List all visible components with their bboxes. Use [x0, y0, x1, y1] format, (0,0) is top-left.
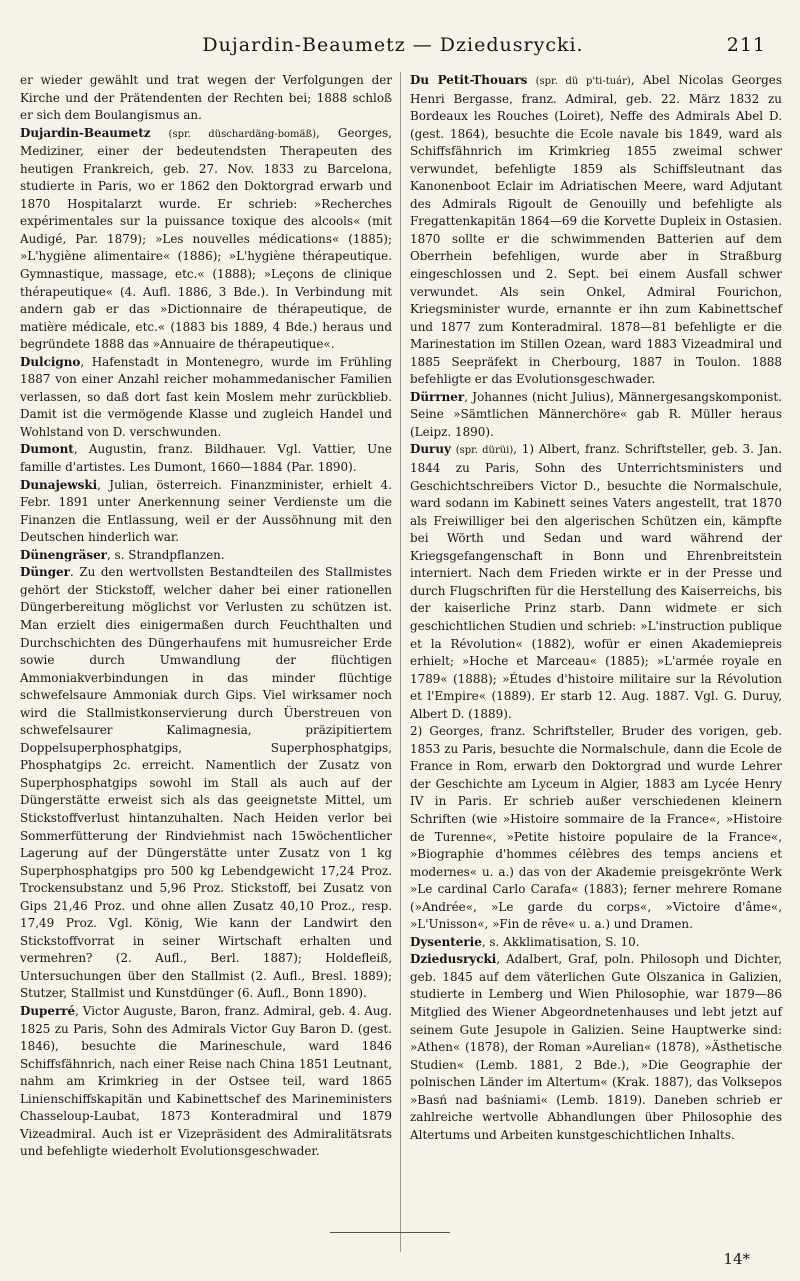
dictionary-entry	[20, 125, 392, 354]
entry-headword: Dunajewski	[20, 477, 98, 492]
dictionary-entry	[20, 441, 392, 476]
dictionary-entry	[410, 951, 782, 1144]
entry-headword: Dujardin-Beaumetz	[20, 125, 151, 140]
entry-headword: Dumont	[20, 442, 74, 457]
entry-pronunciation: (spr. dü p'ti-tuár)	[535, 76, 631, 87]
dictionary-entry	[410, 441, 782, 723]
dictionary-entry	[20, 354, 392, 442]
entry-text: , Victor Auguste, Baron, franz. Admiral, geb. 4. Aug. 1825 zu Paris, Sohn des Admirals Victor Guy Baron D. (gest. 1846), besuchte die Marineschule, ward 1846 Schiffsfähnrich, nach einer Reise nach China 1851 Leutnant, nahm am Krimkrieg in der Ostsee teil, ward 1865 Linienschiffskapitän und Kabinettschef des Marineministers Chasseloup-Laubat, 1873 Konteradmiral und 1879 Vizeadmiral. Auch ist er Vizepräsident des Admiralitätsrats und befehligte wiederholt Evolutionsgeschwader.	[20, 1003, 392, 1159]
entry-headword: Dünger	[20, 565, 70, 580]
entry-text: . Zu den wertvollsten Bestandteilen des Stallmistes gehört der Stickstoff, welcher daher bei einer rationellen Düngerbereitung möglichst vor Verlusten zu schützen ist. Man erzielt dies einigermaßen durch Feuchthalten und Durchschichten des Düngerhaufens mit humusreicher Erde sowie durch Umwandlung der flüchtigen Ammoniakverbindungen in das minder flüchtige schwefelsaure Ammoniak durch Gips. Viel wirksamer noch wird die Stallmistkonservierung durch Überstreuen von schwefelsaurer Kalimagnesia, präzipitiertem Doppelsuperphosphatgips, Superphosphatgips, Phosphatgips 2c. erreicht. Namentlich der Zusatz von Superphosphatgips sowohl im Stall als auch auf der Düngerstätte erweist sich als das geeignetste Mittel, um Stickstoffverlust hintanzuhalten. Nach Heiden verlor bei Sommerfütterung der Rindviehmist nach 15wöchentlicher Lagerung auf der Düngerstätte unter Zusatz von 1 kg Superphosphatgips pro 500 kg Lebendgewicht 17,24 Proz. Trockensubstanz und 5,96 Proz. Stickstoff, bei Zusatz von Gips 21,46 Proz. und ohne allen Zusatz 40,10 Proz., resp. 17,49 Proz. Vgl. König, Wie kann der Landwirt den Stickstoffvorrat in seiner Wirtschaft erhalten und vermehren? (2. Aufl., Berl. 1887); Holdefleiß, Untersuchungen über den Stallmist (2. Aufl., Bresl. 1889); Stutzer, Stallmist und Kunstdünger (6. Aufl., Bonn 1890).	[20, 565, 392, 1001]
entry-text: er wieder gewählt und trat wegen der Verfolgungen der Kirche und der Prätendenten der Rechten bei; 1888 schloß er sich dem Boulangismus an.	[20, 73, 392, 123]
dictionary-entry	[20, 477, 392, 547]
right-column	[410, 72, 782, 1144]
entry-headword: Duruy	[410, 442, 451, 457]
dictionary-entry	[20, 72, 392, 125]
entry-text: , 1) Albert, franz. Schriftsteller, geb. 3. Jan. 1844 zu Paris, Sohn des Unterrichtsministers und Geschichtschreibers Victor D., besuchte die Normalschule, ward sodann im Kabinett seines Vaters angestellt, trat 1870 als Freiwilliger bei den algerischen Schützen ein, kämpfte bei Wörth und Sedan und ward während der Kriegsgefangenschaft in Bonn und Ehrenbreitstein interniert. Nach dem Frieden wirkte er in der Presse und durch Flugschriften für die Herstellung des Kaiserreichs, bis der kaiserliche Prinz starb. Dann widmete er sich geschichtlichen Studien und schrieb: »L'instruction publique et la Révolution« (1882), wofür er einen Akademiepreis erhielt; »Hoche et Marceau« (1885); »L'armée royale en 1789« (1888); »Études d'histoire militaire sur la Révolution et l'Empire« (1889). Er starb 12. Aug. 1887. Vgl. G. Duruy, Albert D. (1889).	[410, 442, 783, 721]
dictionary-entry	[410, 723, 782, 934]
footer-rule	[330, 1232, 450, 1233]
running-title: Dujardin-Beaumetz — Dziedusrycki.	[202, 34, 584, 56]
entry-text: , Johannes (nicht Julius), Männergesangskomponist. Seine »Sämtlichen Männerchöre« gab R. Müller heraus (Leipz. 1890).	[410, 389, 782, 439]
running-header	[20, 34, 766, 64]
entry-text: , Julian, österreich. Finanzminister, erhielt 4. Febr. 1891 unter Anerkennung seiner Verdienste um die Finanzen die Entlassung, weil er der Aussöhnung mit den Deutschen hinderlich war.	[20, 477, 392, 545]
entry-headword: Dulcigno	[20, 354, 81, 369]
page-number: 211	[726, 34, 766, 56]
dictionary-entry	[20, 564, 392, 1003]
entry-text: , s. Akklimatisation, S. 10.	[481, 934, 640, 949]
entry-headword: Dysenterie	[410, 934, 482, 949]
entry-text: , s. Strandpflanzen.	[106, 547, 225, 562]
entry-text: , Hafenstadt in Montenegro, wurde im Frühling 1887 von einer Anzahl reicher mohammedanischer Familien verlassen, so daß dort fast kein Moslem mehr zurückblieb. Damit ist die vermögende Klasse und zugleich Handel und Wohlstand von D. verschwunden.	[20, 354, 392, 439]
column-divider	[400, 72, 401, 1252]
dictionary-entry	[410, 934, 782, 952]
left-column	[20, 72, 392, 1161]
entry-headword: Dünengräser	[20, 547, 107, 562]
entry-headword: Dziedusrycki	[410, 952, 497, 967]
entry-text: , Georges, Mediziner, einer der bedeutendsten Therapeuten des heutigen Frankreich, geb. 27. Nov. 1833 zu Barcelona, studierte in Paris, wo er 1862 den Doktorgrad erwarb und 1870 Hospitalarzt wurde. Er schrieb: »Recherches expérimentales sur la puissance toxique des alcools« (mit Audigé, Par. 1879); »Les nouvelles médications« (1885); »L'hygiène alimentaire« (1886); »L'hygiène thérapeutique. Gymnastique, massage, etc.« (1888); »Leçons de clinique thérapeutique« (4. Aufl. 1886, 3 Bde.). In Verbindung mit andern gab er das »Dictionnaire de thérapeutique, de matière médicale, etc.« (1883 bis 1889, 4 Bde.) heraus und begründete 1888 das »Annuaire de thérapeutique«.	[20, 125, 392, 352]
dictionary-entry	[20, 1003, 392, 1161]
entry-pronunciation: (spr. düschardäng-bomäß)	[168, 128, 317, 140]
entry-text: , Augustin, franz. Bildhauer. Vgl. Vattier, Une famille d'artistes. Les Dumont, 1660—1884 (Par. 1890).	[20, 442, 392, 475]
entry-headword: Du Petit-Thouars	[410, 73, 528, 87]
entry-text: , Abel Nicolas Georges Henri Bergasse, franz. Admiral, geb. 22. März 1832 zu Bordeaux les Rouches (Loiret), Neffe des Admirals Abel D. (gest. 1864), besuchte die Ecole navale bis 1849, ward als Schiffsfähnrich im Krimkrieg 1855 zweimal schwer verwundet, befehligte 1859 als Schiffsleutnant das Kanonenboot Eclair im Adriatischen Meere, ward Adjutant des Admirals Rigoult de Genouilly und befehligte als Fregattenkapitän 1864—69 die Korvette Dupleix in Ostasien. 1870 sollte er die schwimmenden Batterien auf dem Oberrhein befehligen, wurde aber in Straßburg eingeschlossen und 2. Sept. bei einem Ausfall schwer verwundet. Als sein Onkel, Admiral Fourichon, Kriegsminister wurde, ernannte er ihn zum Kabinettschef und 1877 zum Konteradmiral. 1878—81 befehligte er die Marinestation im Stillen Ozean, ward 1883 Vizeadmiral und 1885 Seepräfekt in Cherbourg, 1887 in Toulon. 1888 befehligte er das Evolutionsgeschwader.	[410, 73, 782, 387]
entry-pronunciation: (spr. dürüi)	[455, 445, 514, 457]
dictionary-entry	[410, 389, 782, 442]
dictionary-entry	[20, 547, 392, 565]
entry-text: 2) Georges, franz. Schriftsteller, Bruder des vorigen, geb. 1853 zu Paris, besuchte die Normalschule, dann die Ecole de France in Rom, erwarb den Doktorgrad und wurde Lehrer der Geschichte am Lyceum in Algier, 1883 am Lycée Henry IV in Paris. Er schrieb außer verschiedenen kleinern Schriften (wie »Histoire sommaire de la France«, »Histoire de Turenne«, »Petite histoire populaire de la France«, »Biographie d'hommes célèbres des temps anciens et modernes« u. a.) das von der Akademie preisgekrönte Werk »Le cardinal Carlo Carafa« (1883); ferner mehrere Romane (»Andrée«, »Le garde du corps«, »Victoire d'âme«, »L'Unisson«, »Fin de rêve« u. a.) und Dramen.	[410, 724, 782, 932]
entry-headword: Dürrner	[410, 389, 465, 404]
entry-text: , Adalbert, Graf, poln. Philosoph und Dichter, geb. 1845 auf dem väterlichen Gute Olszanica in Galizien, studierte in Lemberg und Wien Philosophie, war 1879—86 Mitglied des Wiener Abgeordnetenhauses und lebt jetzt auf seinem Gute Jesupole in Galizien. Seine Hauptwerke sind: »Athen« (1878), der Roman »Aurelian« (1878), »Ästhetische Studien« (Lemb. 1881, 2 Bde.), »Die Geographie der polnischen Länder im Altertum« (Krak. 1887), das Volksepos »Basń nad baśniami« (Lemb. 1819). Daneben schrieb er zahlreiche wertvolle Abhandlungen über Philosophie des Altertums und Arbeiten kunstgeschichtlichen Inhalts.	[410, 952, 782, 1142]
entry-headword: Duperré	[20, 1003, 76, 1018]
signature-mark: 14*	[723, 1250, 750, 1268]
dictionary-entry	[410, 72, 782, 389]
